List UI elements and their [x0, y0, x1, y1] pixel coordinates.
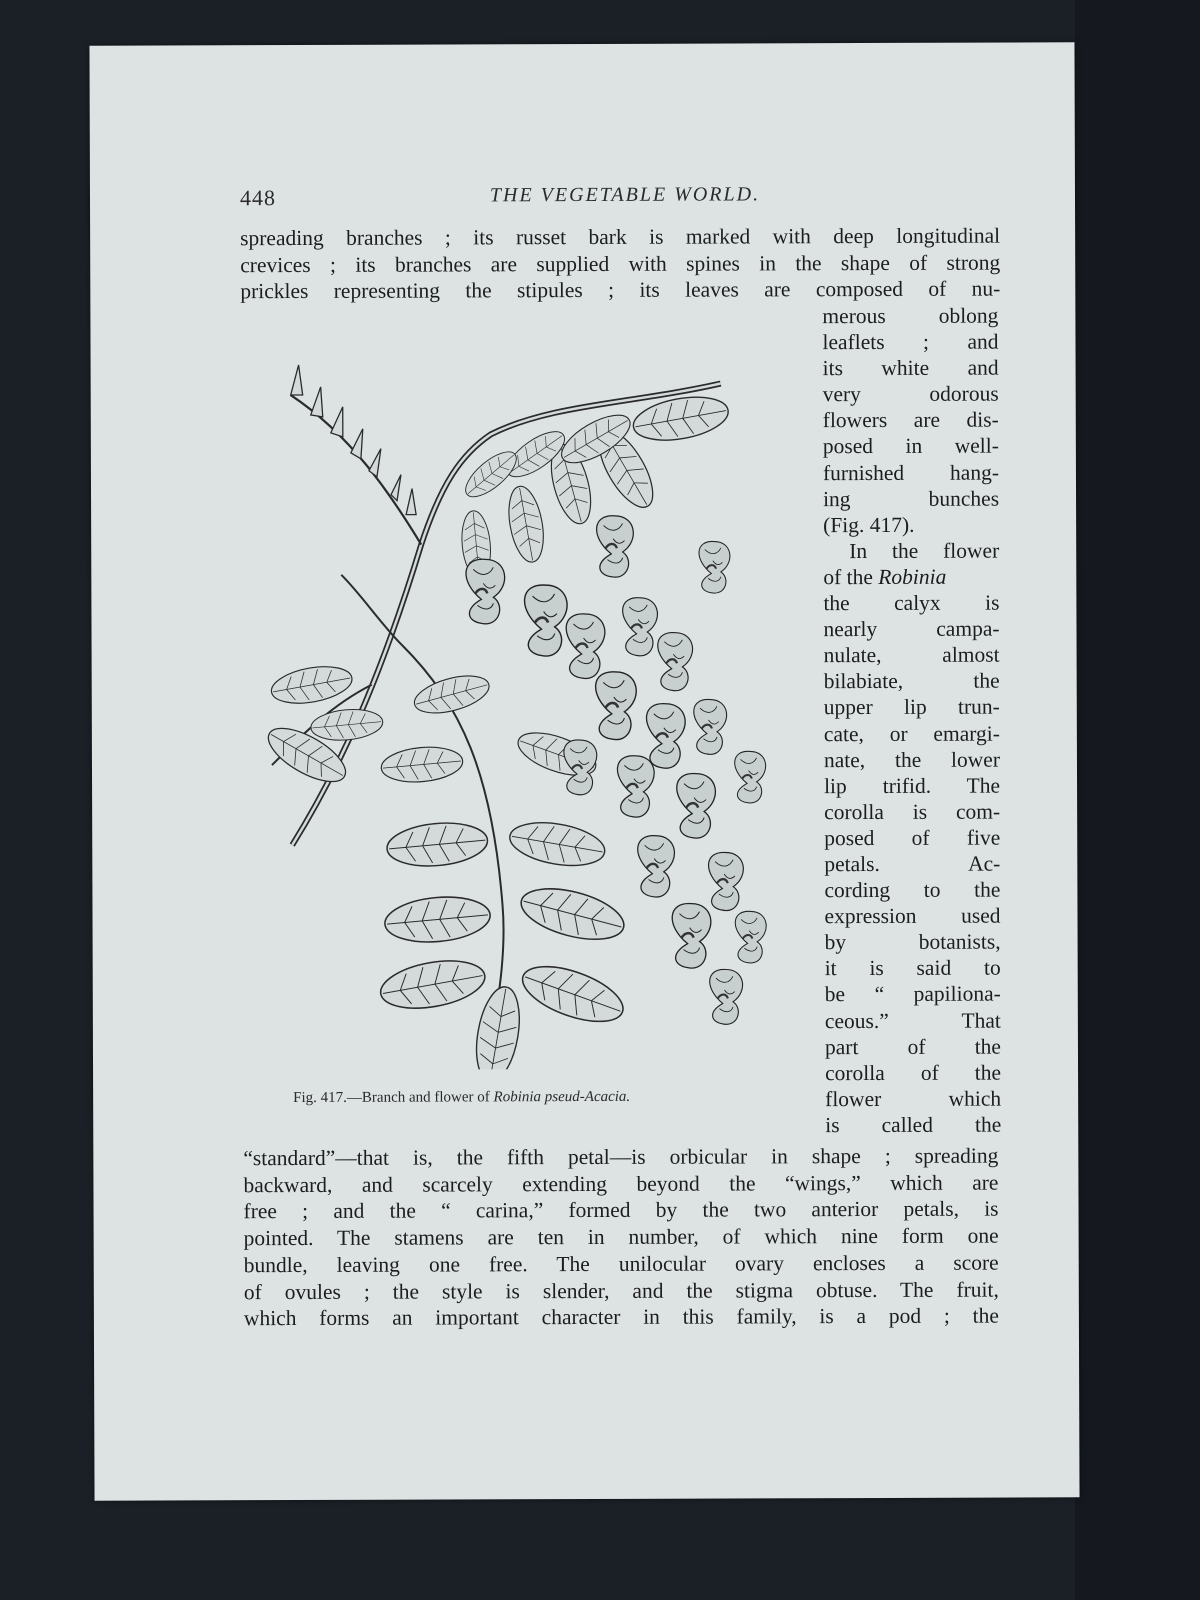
text-line — [823, 563, 999, 590]
text-line: petals. Ac- — [824, 851, 1001, 877]
robinia-branch-engraving — [251, 343, 794, 1070]
text-line: pointed. The stamens are ten in number, of which nine form one — [243, 1223, 999, 1251]
text-line: expression used — [824, 903, 1001, 929]
text-line: cate, or emargi- — [823, 721, 1000, 746]
text-line: flowers are dis- — [822, 407, 999, 433]
text-line: ing bunches — [823, 486, 1000, 511]
text-line: nate, the lower — [823, 747, 1001, 772]
bottom-paragraph — [243, 1143, 999, 1333]
text-line: part of the — [824, 1034, 1002, 1059]
text-line: merous oblong — [822, 303, 999, 329]
text-line: spreading branches ; its russet bark is marked with deep longitudinal — [240, 223, 1001, 251]
text-line: furnished hang- — [822, 460, 999, 485]
text-line: prickles representing the stipules ; its leaves are composed of nu- — [240, 276, 1001, 304]
figure-caption — [293, 1088, 773, 1107]
text-line: free ; and the “ carina,” formed by the two anterior petals, is — [243, 1196, 999, 1224]
text-line: upper lip trun- — [823, 694, 1000, 720]
text-line: the calyx is — [823, 590, 1000, 616]
text-fragment: of the — [823, 564, 879, 590]
text-line: be “ papiliona- — [824, 981, 1001, 1007]
text-line: lip trifid. The — [824, 773, 1001, 798]
text-line: of ovules ; the style is slender, and the stigma obtuse. The fruit, — [243, 1277, 999, 1304]
text-line: corolla of the — [825, 1060, 1002, 1085]
text-line: nulate, almost — [823, 642, 1000, 668]
text-line: ceous.” That — [824, 1008, 1001, 1033]
side-column-text — [822, 303, 1001, 1139]
text-line: flower which — [825, 1086, 1002, 1111]
caption-prefix: Fig. 417.—Branch and flower of — [293, 1089, 494, 1107]
text-line: nearly campa- — [823, 616, 1000, 642]
text-line: its white and — [822, 355, 999, 381]
text-line: is called the — [825, 1112, 1002, 1138]
backdrop — [1075, 0, 1200, 1600]
caption-species: Robinia pseud-Acacia. — [493, 1088, 631, 1106]
text-line: leaflets ; and — [822, 329, 999, 355]
text-line: which forms an important character in this family, is a pod ; the — [243, 1303, 999, 1331]
top-paragraph — [240, 223, 1000, 306]
italic-genus: Robinia — [878, 564, 947, 589]
text-line: backward, and scarcely extending beyond the “wings,” which are — [243, 1170, 999, 1197]
book-page — [89, 42, 1079, 1500]
text-line: In the flower — [849, 538, 1000, 563]
text-line: bilabiate, the — [823, 668, 1000, 694]
text-line: bundle, leaving one free. The unilocular ovary encloses a score — [243, 1250, 999, 1278]
text-line: by botanists, — [824, 929, 1001, 955]
text-line: (Fig. 417). — [823, 512, 915, 537]
text-line: cording to the — [824, 877, 1001, 903]
running-head: THE VEGETABLE WORLD. — [489, 183, 761, 207]
text-line: crevices ; its branches are supplied with spines in the shape of strong — [240, 250, 1001, 277]
text-line: very odorous — [822, 381, 999, 407]
text-line: “standard”—that is, the fifth petal—is orbicular in shape ; spreading — [243, 1143, 999, 1171]
page-header — [240, 183, 1010, 216]
text-line: corolla is com- — [824, 799, 1001, 824]
text-line: it is said to — [824, 955, 1001, 981]
text-line: posed in well- — [822, 434, 999, 459]
text-line: posed of five — [824, 825, 1001, 851]
page-number: 448 — [239, 185, 277, 211]
